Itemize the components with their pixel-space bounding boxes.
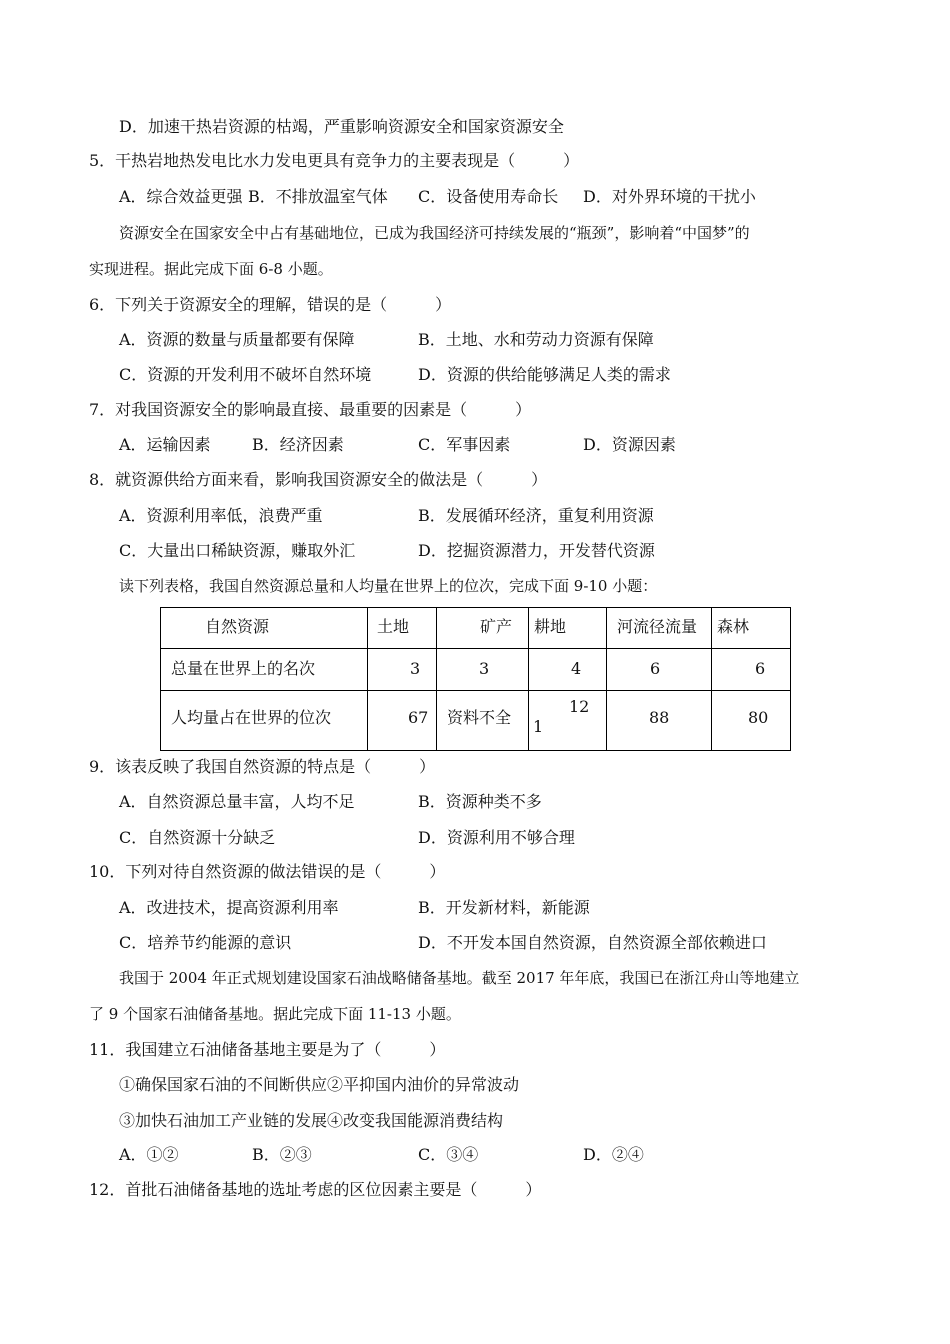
table-cell: [607, 691, 712, 751]
row-percap-minerals: 资料不全: [447, 708, 512, 727]
resource-rank-table: [160, 607, 791, 751]
table-header-cell: [368, 608, 437, 649]
q12-stem: 12．首批石油储备基地的选址考虑的区位因素主要是（ ）: [89, 1180, 542, 1199]
q7-option-a: A．运输因素: [119, 435, 211, 454]
table-cell: [437, 649, 529, 691]
q11-option-d: D．②④: [583, 1145, 644, 1164]
q10-option-c: C．培养节约能源的意识: [119, 933, 292, 952]
q8-option-c: C．大量出口稀缺资源，赚取外汇: [119, 541, 356, 560]
row-total-arable: 4: [571, 659, 582, 678]
table-header-cell: [161, 608, 368, 649]
q8-option-b: B．发展循环经济，重复利用资源: [418, 506, 654, 525]
table-cell: [529, 691, 607, 751]
header-runoff: 河流径流量: [617, 617, 698, 636]
q5-option-d: D．对外界环境的干扰小: [583, 187, 756, 206]
table-cell: [368, 691, 437, 751]
q9-option-a: A．自然资源总量丰富，人均不足: [119, 792, 355, 811]
q6-option-d: D．资源的供给能够满足人类的需求: [418, 365, 671, 384]
q11-option-a: A．①②: [119, 1145, 179, 1164]
table-cell: [529, 649, 607, 691]
table-intro: 读下列表格，我国自然资源总量和人均量在世界上的位次，完成下面 9-10 小题：: [119, 577, 658, 595]
q5-option-b: B．不排放温室气体: [248, 187, 388, 206]
q8-option-d: D．挖掘资源潜力，开发替代资源: [418, 541, 655, 560]
q10-option-a: A．改进技术，提高资源利用率: [119, 898, 339, 917]
row-total-land: 3: [410, 659, 421, 678]
row-percap-runoff: 88: [649, 708, 670, 727]
passage1-line1: 资源安全在国家安全中占有基础地位，已成为我国经济可持续发展的“瓶颈”，影响着“中国梦”的: [119, 224, 750, 242]
q6-option-c: C．资源的开发利用不破坏自然环境: [119, 365, 372, 384]
header-land: 土地: [377, 617, 410, 636]
q9-option-c: C．自然资源十分缺乏: [119, 828, 276, 847]
q8-stem: 8．就资源供给方面来看，影响我国资源安全的做法是（ ）: [89, 470, 548, 489]
passage2-line2: 了 9 个国家石油储备基地。据此完成下面 11-13 小题。: [89, 1005, 461, 1023]
q8-option-a: A．资源利用率低，浪费严重: [119, 506, 323, 525]
table-row-percapita: [161, 691, 791, 751]
row-percap-arable-part2: 1: [533, 717, 544, 736]
table-cell: [437, 691, 529, 751]
table-row-total: [161, 649, 791, 691]
q10-stem: 10．下列对待自然资源的做法错误的是（ ）: [89, 862, 446, 881]
table-header-cell: [437, 608, 529, 649]
q11-stem: 11．我国建立石油储备基地主要是为了（ ）: [89, 1040, 446, 1059]
header-arable: 耕地: [534, 617, 567, 636]
q11-option-c: C．③④: [418, 1145, 479, 1164]
q5-option-a: A．综合效益更强: [119, 187, 243, 206]
header-forest: 森林: [717, 617, 750, 636]
table-cell: [161, 691, 368, 751]
table-cell: [712, 691, 791, 751]
q11-items-line2: ③加快石油加工产业链的发展④改变我国能源消费结构: [119, 1111, 504, 1130]
q7-stem: 7．对我国资源安全的影响最直接、最重要的因素是（ ）: [89, 400, 532, 419]
row-percap-label: 人均量占在世界的位次: [171, 708, 332, 727]
row-percap-land: 67: [408, 708, 429, 727]
q7-option-d: D．资源因素: [583, 435, 676, 454]
row-total-minerals: 3: [479, 659, 490, 678]
table-header-cell: [607, 608, 712, 649]
table-header-cell: [529, 608, 607, 649]
q10-option-d: D．不开发本国自然资源，自然资源全部依赖进口: [418, 933, 767, 952]
q9-option-d: D．资源利用不够合理: [418, 828, 575, 847]
table-cell: [607, 649, 712, 691]
q9-option-b: B．资源种类不多: [418, 792, 542, 811]
q10-option-b: B．开发新材料，新能源: [418, 898, 590, 917]
q5-stem: 5．干热岩地热发电比水力发电更具有竞争力的主要表现是（ ）: [89, 151, 580, 170]
passage2-line1: 我国于 2004 年正式规划建设国家石油战略储备基地。截至 2017 年年底，我国已在浙江舟山等地建立: [119, 969, 800, 987]
q9-stem: 9．该表反映了我国自然资源的特点是（ ）: [89, 757, 436, 776]
table-cell: [368, 649, 437, 691]
row-percap-arable-part1: 12: [569, 697, 590, 716]
table-cell: [161, 649, 368, 691]
header-resource: 自然资源: [205, 617, 270, 636]
q5-option-c: C．设备使用寿命长: [418, 187, 559, 206]
q11-option-b: B．②③: [252, 1145, 312, 1164]
table-cell: [712, 649, 791, 691]
table-header-row: [161, 608, 791, 649]
row-total-forest: 6: [755, 659, 766, 678]
q7-option-b: B．经济因素: [252, 435, 344, 454]
q11-items-line1: ①确保国家石油的不间断供应②平抑国内油价的异常波动: [119, 1075, 520, 1094]
q6-option-b: B．土地、水和劳动力资源有保障: [418, 330, 654, 349]
q7-option-c: C．军事因素: [418, 435, 511, 454]
row-percap-forest: 80: [748, 708, 769, 727]
table-header-cell: [712, 608, 791, 649]
row-total-label: 总量在世界上的名次: [171, 659, 316, 678]
q4-option-d: D．加速干热岩资源的枯竭，严重影响资源安全和国家资源安全: [119, 117, 564, 136]
q6-option-a: A．资源的数量与质量都要有保障: [119, 330, 355, 349]
row-total-runoff: 6: [650, 659, 661, 678]
header-minerals: 矿产: [480, 617, 513, 636]
passage1-line2: 实现进程。据此完成下面 6-8 小题。: [89, 260, 333, 278]
q6-stem: 6．下列关于资源安全的理解，错误的是（ ）: [89, 295, 452, 314]
